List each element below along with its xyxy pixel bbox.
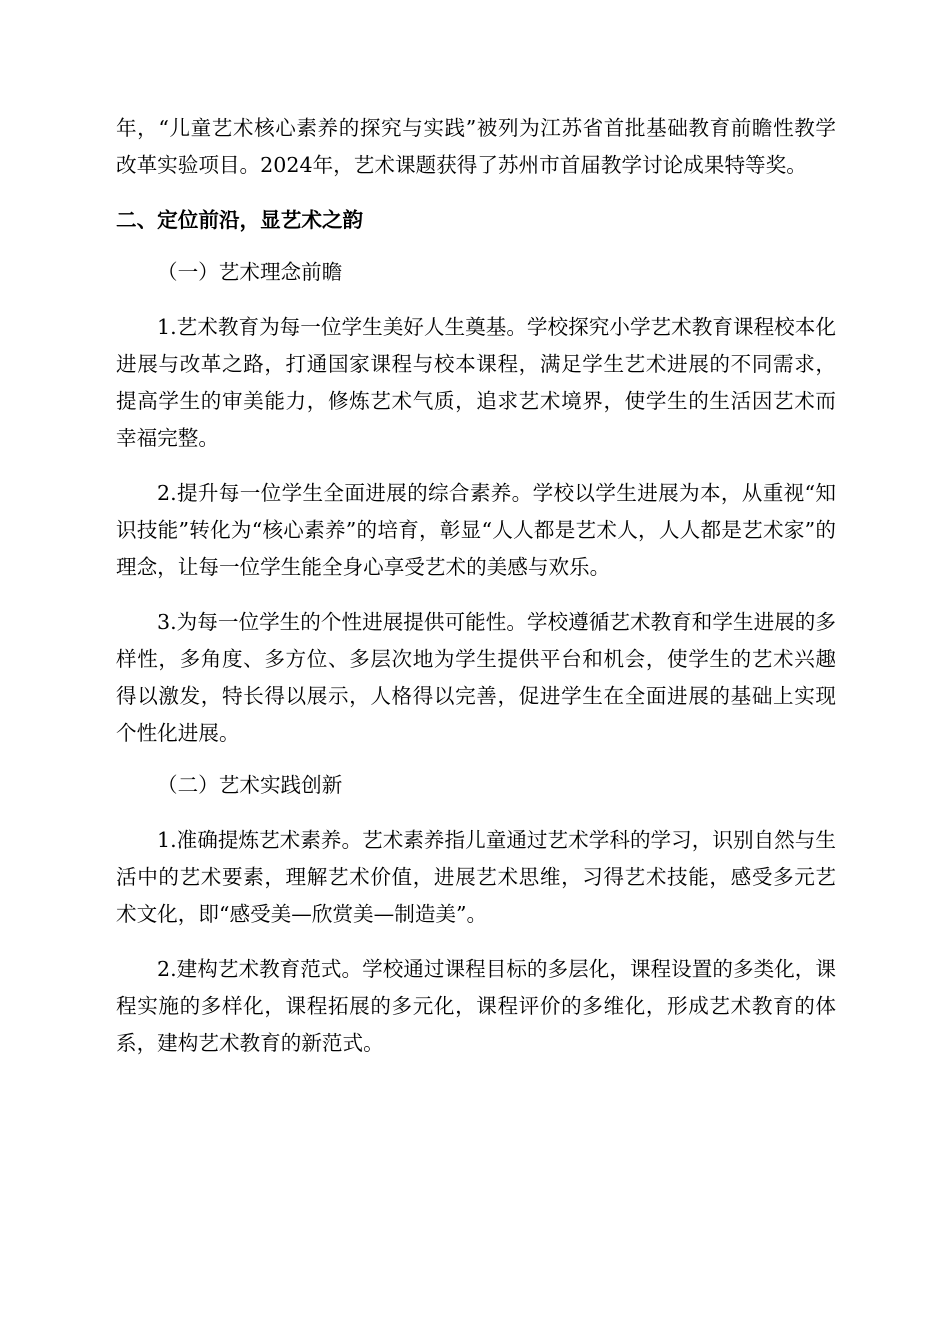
body-paragraph-1: 1.艺术教育为每一位学生美好人生奠基。学校探究小学艺术教育课程校本化进展与改革之路，打通国家课程与校本课程，满足学生艺术进展的不同需求，提高学生的审美能力，修炼艺术气质，追求艺术境界，使学生的生活因艺术而幸福完整。 (116, 315, 836, 450)
body-paragraph-2: 2.提升每一位学生全面进展的综合素养。学校以学生进展为本，从重视“知识技能”转化为“核心素养”的培育，彰显“人人都是艺术人，人人都是艺术家”的理念，让每一位学生能全身心享受艺术的美感与欢乐。 (116, 481, 836, 579)
intro-paragraph: 年，“儿童艺术核心素养的探究与实践”被列为江苏省首批基础教育前瞻性教学改革实验项目。2024年，艺术课题获得了苏州市首届教学讨论成果特等奖。 (116, 116, 836, 177)
body-paragraph-4: 1.准确提炼艺术素养。艺术素养指儿童通过艺术学科的学习，识别自然与生活中的艺术要素，理解艺术价值，进展艺术思维，习得艺术技能，感受多元艺术文化，即“感受美—欣赏美—制造美”。 (116, 828, 836, 926)
subsection-heading-1: （一）艺术理念前瞻 (157, 260, 343, 284)
section-heading-2: 二、定位前沿，显艺术之韵 (116, 208, 364, 232)
subsection-heading-2: （二）艺术实践创新 (157, 773, 343, 797)
body-paragraph-3: 3.为每一位学生的个性进展提供可能性。学校遵循艺术教育和学生进展的多样性，多角度、多方位、多层次地为学生提供平台和机会，使学生的艺术兴趣得以激发，特长得以展示，人格得以完善，促进学生在全面进展的基础上实现个性化进展。 (116, 610, 836, 745)
body-paragraph-5: 2.建构艺术教育范式。学校通过课程目标的多层化，课程设置的多类化，课程实施的多样化，课程拓展的多元化，课程评价的多维化，形成艺术教育的体系，建构艺术教育的新范式。 (116, 957, 836, 1055)
document-page (116, 110, 836, 1062)
